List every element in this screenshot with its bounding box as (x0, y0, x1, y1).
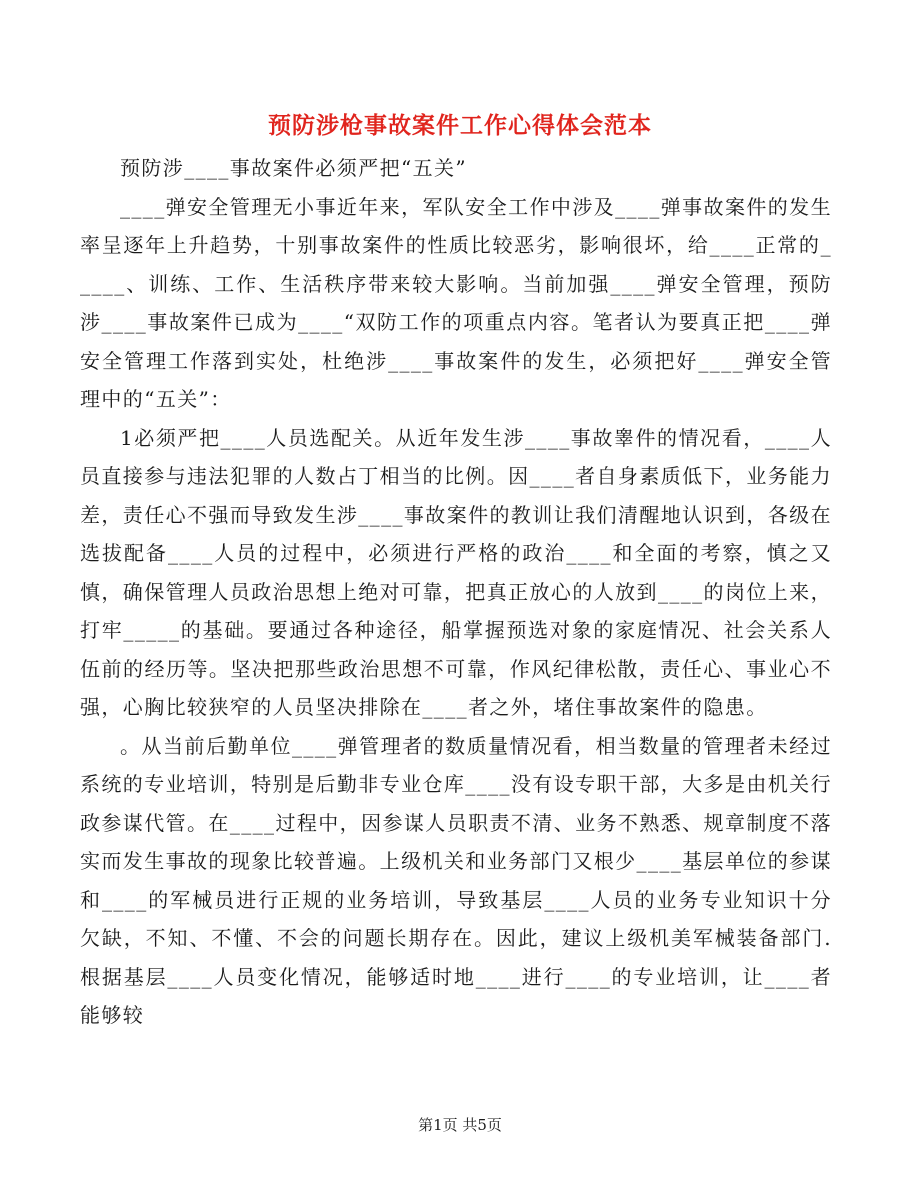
paragraph-training: 。从当前后勤单位____弹管理者的数质量情况看，相当数量的管理者未经过系统的专业培训，特别是后勤非专业仓库____没有设专职干部，大多是由机关行政参谋代管。在____过程中，因参谋人员职责不清、业务不熟悉、规章制度不落实而发生事故的现象比较普遍。上级机关和业务部门又根少____基层单位的参谋和____的军械员进行正规的业务培训，导致基层____人员的业务专业知识十分欠缺，不知、不懂、不会的问题长期存在。因此，建议上级机美军械装备部门.根据基层____人员变化情况，能够适时地____进行____的专业培训，让____者能够较 (80, 733, 832, 1027)
document-body (80, 149, 832, 1035)
paragraph-subtitle: 预防涉____事故案件必须严把“五关” (120, 156, 468, 180)
page-indicator: 第1页 共5页 (418, 1116, 502, 1134)
paragraph-intro: ____弹安全管理无小事近年来，军队安全工作中涉及____弹事故案件的发生率呈逐年上升趋势，十别事故案件的性质比较恶劣，影响很坏，给____正常的_____、训练、工作、生活秩序带来较大影响。当前加强____弹安全管理，预防涉____事故案件已成为____“双防工作的项重点内容。笔者认为要真正把____弹安全管理工作落到实处，杜绝涉____事故案件的发生，必须把好____弹安全管理中的“五关”： (80, 194, 832, 411)
document-title: 预防涉枪事故案件工作心得体会范本 (268, 112, 652, 139)
paragraph-personnel-selection: 1必须严把____人员选配关。从近年发生涉____事故睾件的情况看，____人员直接参与违法犯罪的人数占丁相当的比例。因____者自身素质低下，业务能力差，责任心不强而导致发生涉____事故案件的教训让我们清醒地认识到，各级在选拔配备____人员的过程中，必须进行严格的政治____和全面的考察，慎之又慎，确保管理人员政治思想上绝对可靠，把真正放心的人放到____的岗位上来，打牢_____的基础。要通过各种途径，船掌握预选对象的家庭情况、社会关系人伍前的经历等。坚决把那些政治思想不可靠，作风纪律松散，责任心、事业心不强，心胸比较狭窄的人员坚决排除在____者之外，堵住事故案件的隐患。 (80, 425, 832, 719)
